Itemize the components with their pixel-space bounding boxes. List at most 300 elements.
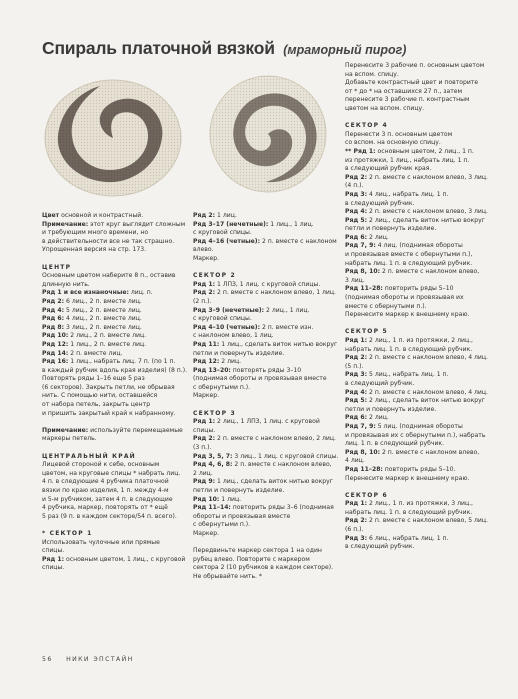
text-line bbox=[345, 79, 493, 88]
text-line bbox=[42, 307, 190, 316]
row-text: основной и контрастный. bbox=[59, 212, 144, 219]
text-line bbox=[345, 371, 493, 380]
text-line bbox=[193, 350, 341, 359]
text-line bbox=[345, 354, 493, 363]
text-line bbox=[345, 449, 493, 458]
title-subtitle: (мраморный пирог) bbox=[283, 43, 407, 57]
text-line bbox=[193, 289, 341, 298]
row-label: Ряд 3: bbox=[345, 534, 368, 542]
text-line bbox=[42, 281, 190, 290]
row-text: (поднимая обороты и провязывая их bbox=[345, 294, 464, 302]
text-line bbox=[345, 208, 493, 217]
text-line bbox=[42, 539, 190, 548]
row-text: обороты и провязывая вместе bbox=[193, 512, 291, 520]
row-label: Ряд 11–28: bbox=[345, 285, 383, 293]
row-text: петли и повернуть изделие. bbox=[345, 405, 437, 413]
text-line bbox=[42, 401, 190, 410]
row-text: 4 лиц. bbox=[345, 457, 365, 465]
row-label: Примечание: bbox=[42, 426, 89, 434]
row-text: вместе с обернутыми п.). bbox=[345, 302, 427, 310]
row-text: с круговой спицы. bbox=[193, 229, 252, 237]
text-line bbox=[345, 397, 493, 406]
text-line bbox=[345, 242, 493, 251]
row-text: Маркер. bbox=[193, 254, 220, 262]
text-line bbox=[345, 148, 493, 157]
row-text: 2 лиц., сделать виток нитью вокруг bbox=[367, 397, 485, 405]
row-label: Ряд 7, 9: bbox=[345, 422, 376, 430]
text-line bbox=[193, 427, 341, 436]
row-label: Ряд 8: bbox=[42, 323, 65, 331]
row-label: Ряд 3: bbox=[345, 190, 368, 198]
text-line bbox=[193, 444, 341, 453]
row-text: 2 лиц., 1 лиц. bbox=[264, 306, 310, 314]
spacer bbox=[42, 255, 190, 264]
text-line bbox=[345, 526, 493, 535]
row-label: Ряд 4–16 (четные): bbox=[193, 237, 261, 245]
text-line bbox=[42, 547, 190, 556]
row-text: 2 п. вместе лиц. bbox=[68, 349, 123, 357]
row-label: Ряд 6: bbox=[345, 414, 368, 422]
column-3 bbox=[345, 62, 493, 552]
text-line bbox=[42, 350, 190, 359]
text-line bbox=[345, 423, 493, 432]
text-line bbox=[42, 375, 190, 384]
row-text: перенесите 3 рабочие п. контрастным bbox=[345, 96, 470, 104]
text-line bbox=[193, 229, 341, 238]
row-label: Ряд 7, 9: bbox=[345, 242, 376, 250]
row-text: Использовать чулочные или прямые bbox=[42, 538, 160, 546]
author-name: НИКИ ЭПСТАЙН bbox=[66, 656, 134, 663]
title-main: Спираль платочной вязкой bbox=[42, 38, 275, 58]
text-line bbox=[193, 418, 341, 427]
knitted-circle-front-image bbox=[38, 72, 188, 200]
row-text: этот круг выглядит сложным bbox=[88, 220, 186, 228]
row-text: Основным цветом наберите 8 п., оставив bbox=[42, 272, 176, 280]
text-line bbox=[42, 461, 190, 470]
row-text: 2 лиц., 2 п. вместе лиц. bbox=[68, 332, 147, 340]
row-label: Ряд 4, 6, 8: bbox=[193, 461, 233, 469]
row-text: 4 лиц., 2 п. вместе лиц. bbox=[64, 315, 142, 323]
row-text: и требующим много времени, но bbox=[42, 229, 149, 237]
text-line bbox=[42, 238, 190, 247]
page-number: 56 bbox=[42, 656, 53, 663]
row-text: 1 лиц. bbox=[219, 495, 242, 503]
row-text: Повторять ряды 1–16 еще 5 раз bbox=[42, 375, 145, 383]
row-label: Ряд 4: bbox=[345, 208, 368, 216]
row-text: влево. bbox=[193, 246, 214, 254]
row-text: 2 лиц., 1 п. из протяжки, 2 лиц., bbox=[367, 337, 473, 344]
row-text: в действительности все не так страшно. bbox=[42, 237, 175, 245]
text-line bbox=[193, 246, 341, 255]
text-line bbox=[193, 564, 341, 573]
text-line bbox=[345, 174, 493, 183]
row-label: Ряд 1: bbox=[193, 418, 216, 426]
row-text: и провязывая их с обернутыми п.), набрать bbox=[345, 431, 486, 439]
row-label: Ряд 5: bbox=[345, 216, 368, 224]
row-text: 6 лиц., 2 п. вместе лиц. bbox=[64, 297, 142, 305]
row-label: Ряд 4: bbox=[42, 306, 65, 314]
row-text: спицы. bbox=[42, 564, 65, 572]
row-text: основным цветом, 2 лиц., 1 п. bbox=[375, 147, 474, 155]
row-text: 1 лиц., 1 лиц. bbox=[268, 220, 314, 228]
row-label: Ряд 2: bbox=[193, 289, 216, 297]
text-line bbox=[345, 509, 493, 518]
row-text: в следующий рубчик. bbox=[345, 379, 415, 387]
row-text: с наклоном влево, 1 лиц. bbox=[193, 332, 274, 340]
row-label: Ряд 10: bbox=[193, 495, 220, 503]
spacer bbox=[345, 320, 493, 329]
row-text: Не обрывайте нить. * bbox=[193, 572, 262, 580]
text-line bbox=[345, 277, 493, 286]
row-text: со вспом. на основную спицу. bbox=[345, 139, 441, 147]
row-label: Ряд 8, 10: bbox=[345, 448, 381, 456]
row-text: 4 лиц., набрать лиц. 1 п. bbox=[367, 190, 449, 198]
text-line bbox=[345, 71, 493, 80]
row-text: 1 лиц., 2 п. вместе лиц. bbox=[68, 340, 147, 348]
text-line bbox=[345, 105, 493, 114]
row-label: Ряд 1 и все изнаночные: bbox=[42, 289, 129, 297]
row-text: 4 лиц. (поднимая обороты bbox=[375, 242, 463, 250]
row-text: 2 лиц. bbox=[367, 414, 389, 422]
row-text: повторить ряды 5–10 bbox=[382, 285, 454, 293]
row-text: 2 п. вместе с наклоном влево, 2 лиц. bbox=[215, 435, 336, 443]
text-line bbox=[345, 285, 493, 294]
row-text: цветом на вспом. спицу. bbox=[345, 104, 425, 112]
section-heading: СЕКТОР 5 bbox=[345, 328, 388, 336]
row-text: 2 лиц. bbox=[193, 469, 213, 477]
row-text: из протяжки, 1 лиц., набрать лиц. 1 п. bbox=[345, 156, 470, 164]
row-text: (3 п.). bbox=[193, 444, 212, 452]
section-heading: СЕКТОР 3 bbox=[193, 409, 236, 417]
row-text: Маркер. bbox=[193, 529, 220, 537]
text-line bbox=[42, 272, 190, 281]
row-text: (2 п.). bbox=[193, 297, 212, 305]
row-text: повторить ряды 3–6 (поднимая bbox=[230, 504, 334, 512]
text-line bbox=[193, 341, 341, 350]
row-label: Ряд 2: bbox=[345, 354, 368, 362]
section-heading: * СЕКТОР 1 bbox=[42, 529, 93, 537]
row-text: 2 п. вместе с наклоном влево, bbox=[232, 461, 332, 469]
row-text: сектора 2 (10 рубчиков в каждом секторе). bbox=[193, 564, 334, 572]
row-text: 3 лиц., 2 п. вместе лиц. bbox=[64, 323, 142, 331]
row-label: Ряд 3–17 (нечетные): bbox=[193, 220, 269, 228]
row-label: Ряд 6: bbox=[345, 233, 368, 241]
row-text: 2 п. вместе с наклоном влево, 4 лиц. bbox=[367, 388, 488, 396]
text-line bbox=[42, 410, 190, 419]
row-text: Упрощенная версия на стр. 173. bbox=[42, 246, 147, 254]
row-label: ** Ряд 1: bbox=[345, 147, 376, 155]
row-text: 1 лиц. bbox=[215, 212, 237, 219]
row-text: основным цветом, 1 лиц., с круговой bbox=[64, 555, 186, 563]
row-text: набрать лиц. 1 п. в следующий рубчик. bbox=[345, 508, 473, 516]
row-text: спицы. bbox=[42, 547, 65, 555]
text-line bbox=[193, 453, 341, 462]
text-line bbox=[193, 530, 341, 539]
text-line bbox=[42, 478, 190, 487]
row-text: 2 лиц. bbox=[219, 358, 242, 366]
row-text: рубец влево. Повторите с маркером bbox=[193, 555, 310, 563]
row-text: нить. С помощью нити, оставшейся bbox=[42, 392, 158, 400]
row-label: Ряд 2: bbox=[345, 517, 368, 525]
text-line bbox=[345, 389, 493, 398]
row-text: 3 лиц., 1 лиц. с круговой спицы. bbox=[232, 452, 339, 460]
text-line bbox=[345, 62, 493, 71]
text-line bbox=[345, 500, 493, 509]
row-label: Ряд 3, 5, 7: bbox=[193, 452, 233, 460]
row-label: Ряд 1: bbox=[193, 280, 216, 288]
text-line bbox=[193, 461, 341, 470]
knitted-circle-back-image bbox=[206, 72, 330, 196]
row-label: Ряд 13–20: bbox=[193, 366, 231, 374]
text-line bbox=[193, 221, 341, 230]
row-label: Ряд 1: bbox=[345, 500, 368, 508]
text-line bbox=[193, 487, 341, 496]
row-label: Примечание: bbox=[42, 220, 89, 228]
row-label: Ряд 12: bbox=[193, 358, 220, 366]
text-line bbox=[345, 380, 493, 389]
text-line bbox=[345, 139, 493, 148]
section-heading: ЦЕНТР bbox=[42, 263, 72, 271]
text-line bbox=[42, 221, 190, 230]
text-line bbox=[193, 367, 341, 376]
row-text: 4 рубчика, маркер, повторять от * ещё bbox=[42, 504, 168, 512]
row-text: петли и повернуть изделие. bbox=[193, 487, 285, 494]
text-line bbox=[42, 392, 190, 401]
text-line bbox=[42, 504, 190, 513]
text-line bbox=[345, 543, 493, 552]
text-line bbox=[345, 457, 493, 466]
text-line bbox=[345, 535, 493, 544]
text-line bbox=[193, 307, 341, 316]
text-line bbox=[193, 521, 341, 530]
row-text: 2 п. вместе с наклоном влево, 3 лиц. bbox=[367, 173, 488, 181]
row-text: Перенесите маркер к внешнему краю. bbox=[345, 474, 470, 482]
row-text: 2 п. вместе с наклоном влево, bbox=[380, 268, 480, 276]
row-text: Передвиньте маркер сектора 1 на один bbox=[193, 547, 322, 555]
text-line bbox=[193, 375, 341, 384]
spacer bbox=[193, 539, 341, 548]
text-line bbox=[345, 182, 493, 191]
section-heading: СЕКТОР 2 bbox=[193, 272, 236, 280]
text-line bbox=[193, 496, 341, 505]
row-text: повторить ряды 5–10. bbox=[382, 465, 456, 473]
row-text: 1 лиц., сделать виток нитью вокруг bbox=[219, 340, 338, 348]
row-text: Перенести 3 п. основным цветом bbox=[345, 130, 453, 138]
row-text: 1 ЛПЗ, 1 лиц. с круговой спицы. bbox=[215, 280, 321, 288]
row-text: (4 п.). bbox=[345, 182, 364, 190]
text-line bbox=[42, 556, 190, 565]
row-text: 5 лиц., набрать лиц. 1 п. bbox=[367, 371, 449, 379]
spacer bbox=[345, 483, 493, 492]
row-label: Ряд 11–14: bbox=[193, 504, 231, 512]
row-text: повторять ряды 3–10 bbox=[230, 366, 302, 374]
row-text: 2 п. вместе с наклоном влево, 5 лиц. bbox=[367, 517, 488, 525]
row-text: 2 п. вместе с наклоном влево, 1 лиц. bbox=[215, 289, 336, 297]
text-line bbox=[345, 96, 493, 105]
row-text: Лицевой стороной к себе, основным bbox=[42, 461, 160, 469]
page-footer bbox=[42, 656, 134, 663]
row-text: 2 лиц., сделать виток нитью вокруг bbox=[367, 216, 485, 224]
row-label: Ряд 6: bbox=[42, 315, 65, 323]
row-label: Ряд 2: bbox=[193, 435, 216, 443]
row-label: Ряд 14: bbox=[42, 349, 69, 357]
column-1 bbox=[42, 212, 190, 573]
spacer bbox=[193, 264, 341, 273]
row-text: в следующий рубчик. bbox=[345, 543, 415, 551]
row-text: вязки по краю изделия, 1 п. между 4-м bbox=[42, 487, 169, 494]
text-line bbox=[345, 406, 493, 415]
text-line bbox=[345, 337, 493, 346]
row-text: с обернутыми п.). bbox=[193, 521, 251, 529]
text-line bbox=[42, 289, 190, 298]
section-heading: СЕКТОР 4 bbox=[345, 122, 388, 130]
text-line bbox=[345, 311, 493, 320]
text-line bbox=[345, 303, 493, 312]
section-heading: СЕКТОР 6 bbox=[345, 491, 388, 499]
row-text: (поднимая обороты и провязывая вместе bbox=[193, 375, 327, 383]
text-line bbox=[193, 435, 341, 444]
row-label: Ряд 11: bbox=[193, 340, 220, 348]
text-line bbox=[42, 435, 190, 444]
row-text: лиц. п. bbox=[128, 289, 153, 297]
row-text: 5 лиц. (поднимая обороты bbox=[375, 422, 463, 430]
text-line bbox=[42, 427, 190, 436]
row-text: длинную нить. bbox=[42, 280, 90, 288]
text-line bbox=[42, 246, 190, 255]
text-line bbox=[42, 298, 190, 307]
row-label: Ряд 16: bbox=[42, 358, 69, 366]
row-text: набрать лиц. 1 п. в следующий рубчик. bbox=[345, 259, 473, 267]
text-line bbox=[345, 414, 493, 423]
row-text: Перенесите 3 рабочие п. основным цветом bbox=[345, 62, 485, 69]
text-line bbox=[42, 332, 190, 341]
row-text: от набора петель, закрыть центр bbox=[42, 401, 151, 409]
row-text: маркеры петель. bbox=[42, 435, 97, 443]
page-title bbox=[42, 38, 482, 59]
section-heading: ЦЕНТРАЛЬНЫЙ КРАЙ bbox=[42, 452, 136, 460]
spacer bbox=[345, 114, 493, 123]
row-label: Ряд 12: bbox=[42, 340, 69, 348]
photo-circle-front bbox=[38, 72, 188, 200]
text-line bbox=[345, 225, 493, 234]
text-line bbox=[193, 298, 341, 307]
row-label: Ряд 1: bbox=[42, 555, 65, 563]
text-line bbox=[42, 564, 190, 573]
row-label: Ряд 8, 10: bbox=[345, 268, 381, 276]
text-line bbox=[345, 475, 493, 484]
text-line bbox=[345, 268, 493, 277]
text-line bbox=[345, 131, 493, 140]
text-line bbox=[345, 157, 493, 166]
text-line bbox=[193, 212, 341, 221]
text-line bbox=[42, 367, 190, 376]
row-text: и 5-м рубчиком, затем 4 п. в следующие bbox=[42, 495, 173, 503]
row-text: 4 п. в следующие 4 рубчика платочной bbox=[42, 478, 169, 486]
text-line bbox=[193, 238, 341, 247]
text-line bbox=[345, 165, 493, 174]
row-text: 2 лиц., 1 п. из протяжки, 3 лиц., bbox=[367, 500, 473, 508]
spacer bbox=[42, 418, 190, 427]
text-line bbox=[42, 513, 190, 522]
text-line bbox=[345, 517, 493, 526]
text-line bbox=[193, 324, 341, 333]
row-text: петли и повернуть изделие. bbox=[345, 225, 437, 233]
row-label: Ряд 3–9 (нечетные): bbox=[193, 306, 265, 314]
row-text: 6 лиц., набрать лиц. 1 п. bbox=[367, 534, 449, 542]
text-line bbox=[345, 200, 493, 209]
row-text: Добавьте контрастный цвет и повторите bbox=[345, 79, 479, 87]
text-line bbox=[193, 315, 341, 324]
text-line bbox=[42, 358, 190, 367]
text-line bbox=[345, 251, 493, 260]
row-text: и провязывая вместе с обернутыми п.), bbox=[345, 251, 473, 259]
row-text: с обернутыми п.). bbox=[193, 383, 251, 391]
row-text: в следующий рубчик. bbox=[345, 199, 415, 207]
row-label: Ряд 5: bbox=[345, 397, 368, 405]
row-label: Ряд 2: bbox=[42, 297, 65, 305]
text-line bbox=[193, 470, 341, 479]
row-text: с круговой спицы. bbox=[193, 315, 252, 323]
text-line bbox=[193, 281, 341, 290]
text-line bbox=[345, 191, 493, 200]
text-line bbox=[42, 315, 190, 324]
row-text: 2 п. вместе изн. bbox=[260, 323, 314, 331]
text-line bbox=[193, 358, 341, 367]
row-label: Ряд 3: bbox=[345, 371, 368, 379]
row-text: 1 лиц., набрать лиц. 7 п. (по 1 п. bbox=[68, 358, 176, 366]
text-line bbox=[42, 487, 190, 496]
row-label: Ряд 9: bbox=[193, 478, 216, 486]
row-text: Перенесите маркер к внешнему краю. bbox=[345, 311, 470, 319]
text-line bbox=[345, 294, 493, 303]
row-text: набрать лиц. 1 п. в следующий рубчик. bbox=[345, 345, 473, 353]
row-text: спицы. bbox=[193, 426, 216, 434]
text-line bbox=[193, 255, 341, 264]
text-line bbox=[345, 432, 493, 441]
text-line bbox=[345, 466, 493, 475]
text-line bbox=[193, 384, 341, 393]
row-text: петли и повернуть изделие. bbox=[193, 349, 285, 357]
row-text: на вспом. спицу. bbox=[345, 70, 399, 78]
row-label: Ряд 10: bbox=[42, 332, 69, 340]
text-line bbox=[42, 212, 190, 221]
row-text: (5 п.). bbox=[345, 362, 364, 370]
row-label: Ряд 4: bbox=[345, 388, 368, 396]
spacer bbox=[42, 444, 190, 453]
spacer bbox=[193, 401, 341, 410]
text-line bbox=[193, 392, 341, 401]
row-text: в каждый рубчик вдоль края изделия) (8 п.). bbox=[42, 366, 188, 374]
row-text: 1 лиц., сделать виток нитью вокруг bbox=[215, 478, 333, 486]
row-text: и пришить закрытый край к набранному. bbox=[42, 409, 176, 417]
text-line bbox=[193, 332, 341, 341]
row-text: 2 п. вместе с наклоном bbox=[260, 237, 337, 245]
text-line bbox=[42, 229, 190, 238]
row-text: 5 раз (9 п. в каждом секторе/54 п. всего). bbox=[42, 512, 177, 520]
text-line bbox=[42, 496, 190, 505]
text-line bbox=[345, 260, 493, 269]
row-text: Маркер. bbox=[193, 392, 220, 400]
text-line bbox=[345, 346, 493, 355]
row-label: Ряд 2: bbox=[193, 212, 216, 219]
photo-circle-back bbox=[206, 72, 330, 196]
text-line bbox=[193, 547, 341, 556]
row-label: Ряд 4–10 (четные): bbox=[193, 323, 261, 331]
text-line bbox=[193, 504, 341, 513]
column-2 bbox=[193, 212, 341, 582]
row-text: 2 лиц. bbox=[367, 233, 389, 241]
spacer bbox=[42, 521, 190, 530]
